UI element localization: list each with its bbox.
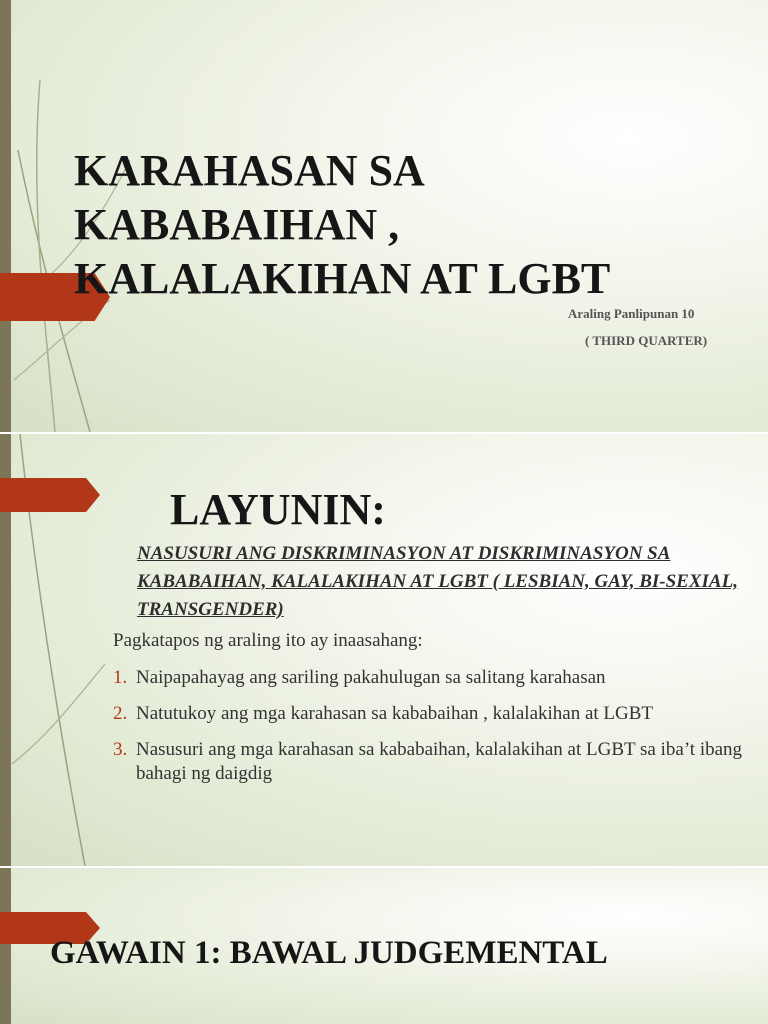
list-item (113, 738, 748, 786)
list-item (113, 666, 748, 690)
objectives-list (113, 666, 748, 798)
page-title (74, 144, 610, 306)
title-line-1: KARAHASAN SA (74, 146, 425, 195)
list-item (113, 702, 748, 726)
activity-title: GAWAIN 1: BAWAL JUDGEMENTAL (50, 935, 608, 971)
objective-text: NASUSURI ANG DISKRIMINASYON AT DISKRIMINASYON SA KABABAIHAN, KALALAKIHAN AT LGBT ( LESBIAN, GAY, BI-SEXIAL, TRANSGENDER) (137, 543, 738, 620)
subtitle-subject: Araling Panlipunan 10 (568, 306, 695, 321)
list-number: 2. (113, 703, 128, 724)
accent-arrow (0, 478, 100, 512)
section-title: LAYUNIN: (170, 485, 386, 534)
subtitle-quarter: ( THIRD QUARTER) (585, 333, 708, 348)
title-line-3: KALALAKIHAN AT LGBT (74, 254, 611, 303)
list-number: 3. (113, 739, 128, 760)
list-item-text: Natutukoy ang mga karahasan sa kababaihan , kalalakihan at LGBT (136, 703, 654, 724)
intro-text: Pagkatapos ng araling ito ay inaasahang: (113, 630, 423, 651)
slide-title (0, 0, 768, 432)
list-number: 1. (113, 667, 128, 688)
list-item-text: Naipapahayag ang sariling pakahulugan sa salitang karahasan (136, 667, 606, 688)
title-line-2: KABABAIHAN , (74, 200, 400, 249)
sidebar-stripe (0, 868, 11, 1024)
list-item-text: Nasusuri ang mga karahasan sa kababaihan, kalalakihan at LGBT sa iba’t ibang bahagi ng daigdig (136, 739, 743, 784)
